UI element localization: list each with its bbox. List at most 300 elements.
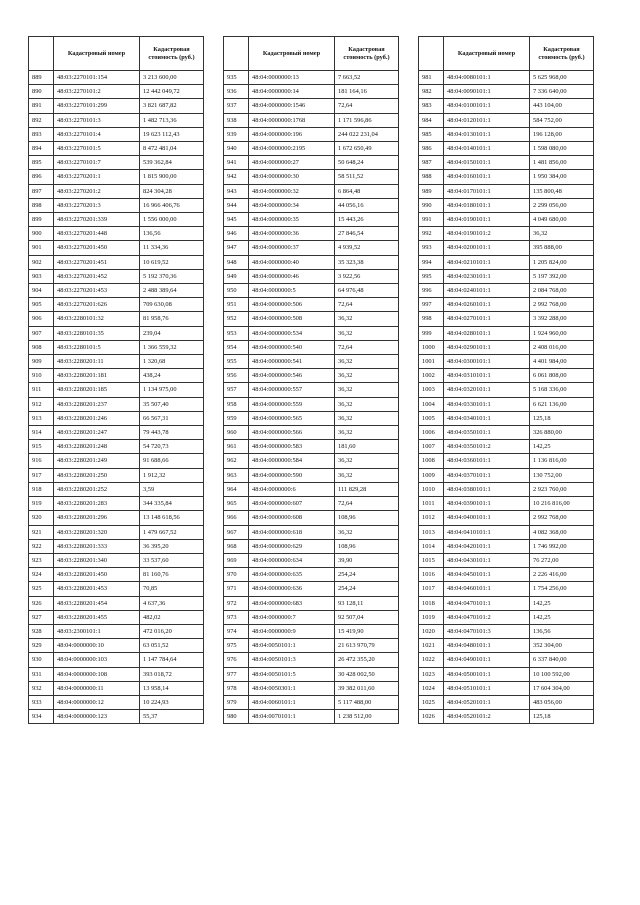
cadastral-value: 4 939,52 (335, 241, 399, 255)
table-row (224, 156, 399, 170)
row-number: 974 (224, 624, 249, 638)
row-number: 1008 (419, 454, 444, 468)
row-number: 995 (419, 269, 444, 283)
cadastral-value: 1 598 080,00 (530, 142, 594, 156)
header-cadastral-number: Кадастровый номер (54, 37, 140, 71)
cadastral-value: 8 472 481,04 (140, 142, 204, 156)
table-row (224, 582, 399, 596)
cadastral-value: 72,64 (335, 99, 399, 113)
cadastral-value: 1 815 900,00 (140, 170, 204, 184)
cadastral-number: 48:04:0000000:12 (54, 695, 140, 709)
cadastral-number: 48:03:2280201:252 (54, 482, 140, 496)
cadastral-number: 48:04:0270101:1 (444, 312, 530, 326)
row-number: 956 (224, 369, 249, 383)
table-row (29, 539, 204, 553)
table-row (224, 695, 399, 709)
cadastral-value: 1 147 784,64 (140, 653, 204, 667)
table-row (224, 667, 399, 681)
cadastral-value: 1 912,32 (140, 468, 204, 482)
row-number: 906 (29, 312, 54, 326)
cadastral-number: 48:04:0240101:1 (444, 284, 530, 298)
table-row (419, 397, 594, 411)
table-row (224, 553, 399, 567)
cadastral-number: 48:03:2280201:181 (54, 369, 140, 383)
table-row (419, 681, 594, 695)
cadastral-number: 48:04:0000000:32 (249, 184, 335, 198)
row-number: 941 (224, 156, 249, 170)
table-row (419, 653, 594, 667)
row-number: 948 (224, 255, 249, 269)
row-number: 1003 (419, 383, 444, 397)
table-row (29, 440, 204, 454)
cadastral-value: 4 401 984,00 (530, 355, 594, 369)
cadastral-value: 72,64 (335, 340, 399, 354)
cadastral-number: 48:04:0000000:534 (249, 326, 335, 340)
cadastral-value: 472 016,20 (140, 624, 204, 638)
table-row (29, 568, 204, 582)
table-row (224, 255, 399, 269)
cadastral-number: 48:03:2280201:249 (54, 454, 140, 468)
cadastral-value: 254,24 (335, 582, 399, 596)
cadastral-value: 3 922,56 (335, 269, 399, 283)
cadastral-value: 142,25 (530, 596, 594, 610)
cadastral-value: 7 336 640,00 (530, 85, 594, 99)
cadastral-number: 48:03:2280201:250 (54, 468, 140, 482)
row-number: 900 (29, 227, 54, 241)
cadastral-number: 48:04:0000000:2195 (249, 142, 335, 156)
row-number: 985 (419, 127, 444, 141)
row-number: 1022 (419, 653, 444, 667)
cadastral-number: 48:04:0000000:108 (54, 667, 140, 681)
cadastral-value: 10 224,93 (140, 695, 204, 709)
cadastral-value: 5 625 968,00 (530, 71, 594, 85)
table-row (29, 99, 204, 113)
cadastral-number: 48:04:0430101:1 (444, 553, 530, 567)
row-number: 1007 (419, 440, 444, 454)
cadastral-value: 27 846,54 (335, 227, 399, 241)
cadastral-number: 48:03:2280201:11 (54, 355, 140, 369)
cadastral-value: 50 648,24 (335, 156, 399, 170)
cadastral-value: 81 958,76 (140, 312, 204, 326)
row-number: 1010 (419, 482, 444, 496)
cadastral-number: 48:04:0410101:1 (444, 525, 530, 539)
row-number: 967 (224, 525, 249, 539)
cadastral-number: 48:04:0370101:1 (444, 468, 530, 482)
row-number: 1002 (419, 369, 444, 383)
cadastral-value: 196 128,00 (530, 127, 594, 141)
cadastral-number: 48:04:0000000:590 (249, 468, 335, 482)
cadastral-number: 48:04:0000000:13 (249, 71, 335, 85)
cadastral-value: 35 507,40 (140, 397, 204, 411)
cadastral-number: 48:04:0000000:584 (249, 454, 335, 468)
cadastral-number: 48:03:2270201:2 (54, 184, 140, 198)
row-number: 1017 (419, 582, 444, 596)
row-number: 897 (29, 184, 54, 198)
row-number: 905 (29, 298, 54, 312)
cadastral-value: 2 226 416,00 (530, 568, 594, 582)
row-number: 927 (29, 610, 54, 624)
row-number: 992 (419, 227, 444, 241)
table-row (224, 610, 399, 624)
row-number: 946 (224, 227, 249, 241)
cadastral-value: 81 160,76 (140, 568, 204, 582)
cadastral-value: 36,32 (335, 397, 399, 411)
cadastral-number: 48:04:0000000:14 (249, 85, 335, 99)
cadastral-value: 3,59 (140, 482, 204, 496)
cadastral-number: 48:03:2270201:452 (54, 269, 140, 283)
table-row (29, 71, 204, 85)
row-number: 933 (29, 695, 54, 709)
cadastral-number: 48:04:0520101:2 (444, 710, 530, 724)
cadastral-number: 48:04:0000000:196 (249, 127, 335, 141)
cadastral-value: 1 672 650,49 (335, 142, 399, 156)
table-row (29, 497, 204, 511)
cadastral-value: 2 408 016,00 (530, 340, 594, 354)
cadastral-number: 48:04:0000000:30 (249, 170, 335, 184)
table-row (29, 369, 204, 383)
cadastral-value: 2 084 768,00 (530, 284, 594, 298)
table-row (419, 127, 594, 141)
cadastral-value: 5 168 336,00 (530, 383, 594, 397)
row-number: 975 (224, 639, 249, 653)
cadastral-value: 16 966 406,76 (140, 198, 204, 212)
row-number: 890 (29, 85, 54, 99)
cadastral-number: 48:03:2280201:450 (54, 568, 140, 582)
cadastral-value: 1 924 960,00 (530, 326, 594, 340)
cadastral-number: 48:04:0290101:1 (444, 340, 530, 354)
row-number: 963 (224, 468, 249, 482)
table-row (29, 482, 204, 496)
row-number: 954 (224, 340, 249, 354)
table-row (224, 596, 399, 610)
row-number: 932 (29, 681, 54, 695)
cadastral-value: 54 720,73 (140, 440, 204, 454)
row-number: 893 (29, 127, 54, 141)
cadastral-number: 48:03:2270201:453 (54, 284, 140, 298)
row-number: 936 (224, 85, 249, 99)
cadastral-value: 125,18 (530, 411, 594, 425)
cadastral-number: 48:03:2280201:333 (54, 539, 140, 553)
cadastral-value: 36,32 (335, 411, 399, 425)
table-row (29, 184, 204, 198)
row-number: 926 (29, 596, 54, 610)
table-row (419, 383, 594, 397)
table-row (224, 369, 399, 383)
cadastral-number: 48:04:0390101:1 (444, 497, 530, 511)
row-number: 953 (224, 326, 249, 340)
cadastral-number: 48:04:0480101:1 (444, 639, 530, 653)
cadastral-number: 48:04:0090101:1 (444, 85, 530, 99)
table-row (419, 710, 594, 724)
cadastral-table-3 (418, 36, 594, 724)
row-number: 998 (419, 312, 444, 326)
table-row (419, 482, 594, 496)
cadastral-number: 48:04:0000000:608 (249, 511, 335, 525)
row-number: 947 (224, 241, 249, 255)
cadastral-number: 48:04:0470101:2 (444, 610, 530, 624)
row-number: 909 (29, 355, 54, 369)
cadastral-number: 48:04:0000000:37 (249, 241, 335, 255)
cadastral-number: 48:04:0000000:546 (249, 369, 335, 383)
cadastral-value: 136,56 (530, 624, 594, 638)
table-row (224, 227, 399, 241)
row-number: 969 (224, 553, 249, 567)
cadastral-number: 48:04:0280101:1 (444, 326, 530, 340)
header-cadastral-value: Кадастровая стоимость (руб.) (530, 37, 594, 71)
row-number: 1018 (419, 596, 444, 610)
row-number: 980 (224, 710, 249, 724)
cadastral-value: 36,32 (530, 227, 594, 241)
row-number: 922 (29, 539, 54, 553)
row-number: 912 (29, 397, 54, 411)
cadastral-value: 35 323,38 (335, 255, 399, 269)
row-number: 999 (419, 326, 444, 340)
cadastral-number: 48:04:0470101:1 (444, 596, 530, 610)
header-number (224, 37, 249, 71)
row-number: 913 (29, 411, 54, 425)
row-number: 959 (224, 411, 249, 425)
cadastral-value: 5 117 488,00 (335, 695, 399, 709)
row-number: 889 (29, 71, 54, 85)
row-number: 960 (224, 426, 249, 440)
table-row (419, 582, 594, 596)
table-row (29, 411, 204, 425)
cadastral-value: 108,96 (335, 511, 399, 525)
row-number: 924 (29, 568, 54, 582)
row-number: 920 (29, 511, 54, 525)
cadastral-number: 48:04:0000000:46 (249, 269, 335, 283)
row-number: 982 (419, 85, 444, 99)
table-row (224, 397, 399, 411)
cadastral-number: 48:04:0000000:634 (249, 553, 335, 567)
cadastral-number: 48:04:0000000:506 (249, 298, 335, 312)
cadastral-value: 7 663,52 (335, 71, 399, 85)
cadastral-number: 48:04:0320101:1 (444, 383, 530, 397)
table-row (224, 213, 399, 227)
cadastral-number: 48:04:0000000:565 (249, 411, 335, 425)
cadastral-number: 48:03:2270101:299 (54, 99, 140, 113)
table-row (224, 511, 399, 525)
row-number: 950 (224, 284, 249, 298)
table-row (224, 539, 399, 553)
table-row (29, 142, 204, 156)
row-number: 937 (224, 99, 249, 113)
table-row (29, 113, 204, 127)
row-number: 1006 (419, 426, 444, 440)
cadastral-value: 181,60 (335, 440, 399, 454)
row-number: 894 (29, 142, 54, 156)
table-row (419, 85, 594, 99)
cadastral-value: 254,24 (335, 568, 399, 582)
row-number: 908 (29, 340, 54, 354)
cadastral-value: 66 567,31 (140, 411, 204, 425)
cadastral-number: 48:04:0490101:1 (444, 653, 530, 667)
cadastral-value: 44 056,16 (335, 198, 399, 212)
row-number: 957 (224, 383, 249, 397)
cadastral-value: 136,56 (140, 227, 204, 241)
table-row (29, 127, 204, 141)
table-row (419, 369, 594, 383)
cadastral-number: 48:04:0000000:34 (249, 198, 335, 212)
cadastral-value: 10 619,52 (140, 255, 204, 269)
table-row (419, 511, 594, 525)
cadastral-number: 48:04:0000000:1546 (249, 99, 335, 113)
cadastral-number: 48:04:0130101:1 (444, 127, 530, 141)
table-row (419, 227, 594, 241)
row-number: 1021 (419, 639, 444, 653)
table-row (419, 454, 594, 468)
row-number: 1024 (419, 681, 444, 695)
cadastral-value: 108,96 (335, 539, 399, 553)
table-row (29, 241, 204, 255)
cadastral-number: 48:03:2270201:339 (54, 213, 140, 227)
cadastral-number: 48:04:0000000:559 (249, 397, 335, 411)
row-number: 1000 (419, 340, 444, 354)
table-row (419, 639, 594, 653)
table-row (419, 610, 594, 624)
row-number: 891 (29, 99, 54, 113)
cadastral-number: 48:04:0450101:1 (444, 568, 530, 582)
table-row (29, 468, 204, 482)
cadastral-number: 48:04:0000000:618 (249, 525, 335, 539)
cadastral-value: 6 061 808,00 (530, 369, 594, 383)
cadastral-value: 1 320,68 (140, 355, 204, 369)
cadastral-value: 5 192 370,36 (140, 269, 204, 283)
cadastral-value: 76 272,00 (530, 553, 594, 567)
cadastral-number: 48:03:2270101:3 (54, 113, 140, 127)
row-number: 952 (224, 312, 249, 326)
table-row (29, 340, 204, 354)
cadastral-value: 2 992 768,00 (530, 298, 594, 312)
cadastral-value: 6 621 136,00 (530, 397, 594, 411)
row-number: 943 (224, 184, 249, 198)
row-number: 972 (224, 596, 249, 610)
cadastral-number: 48:04:0140101:1 (444, 142, 530, 156)
table-row (419, 539, 594, 553)
cadastral-value: 36,32 (335, 525, 399, 539)
table-row (224, 170, 399, 184)
table-row (29, 397, 204, 411)
table-row (29, 681, 204, 695)
table-row (419, 695, 594, 709)
cadastral-value: 1 556 000,00 (140, 213, 204, 227)
row-number: 978 (224, 681, 249, 695)
cadastral-number: 48:04:0050101:5 (249, 667, 335, 681)
cadastral-number: 48:04:0000000:607 (249, 497, 335, 511)
header-cadastral-number: Кадастровый номер (444, 37, 530, 71)
cadastral-number: 48:04:0180101:1 (444, 198, 530, 212)
cadastral-number: 48:04:0000000:10 (54, 639, 140, 653)
cadastral-number: 48:04:0000000:36 (249, 227, 335, 241)
table-row (224, 468, 399, 482)
row-number: 938 (224, 113, 249, 127)
table-row (29, 298, 204, 312)
table-row (224, 426, 399, 440)
table-row (29, 695, 204, 709)
table-row (29, 355, 204, 369)
table-row (224, 681, 399, 695)
cadastral-number: 48:04:0000000:9 (249, 624, 335, 638)
cadastral-number: 48:04:0000000:11 (54, 681, 140, 695)
table-row (224, 142, 399, 156)
table-row (29, 312, 204, 326)
row-number: 934 (29, 710, 54, 724)
cadastral-value: 1 482 713,36 (140, 113, 204, 127)
cadastral-number: 48:04:0350101:1 (444, 426, 530, 440)
cadastral-value: 36,32 (335, 312, 399, 326)
row-number: 1001 (419, 355, 444, 369)
row-number: 899 (29, 213, 54, 227)
table-row (224, 383, 399, 397)
cadastral-number: 48:04:0000000:7 (249, 610, 335, 624)
row-number: 990 (419, 198, 444, 212)
table-row (224, 284, 399, 298)
row-number: 930 (29, 653, 54, 667)
row-number: 981 (419, 71, 444, 85)
table-row (29, 198, 204, 212)
header-number (419, 37, 444, 71)
header-row (29, 37, 204, 71)
row-number: 945 (224, 213, 249, 227)
row-number: 961 (224, 440, 249, 454)
table-row (419, 71, 594, 85)
row-number: 997 (419, 298, 444, 312)
cadastral-number: 48:04:0310101:1 (444, 369, 530, 383)
cadastral-number: 48:04:0000000:566 (249, 426, 335, 440)
cadastral-value: 142,25 (530, 440, 594, 454)
row-number: 983 (419, 99, 444, 113)
cadastral-value: 130 752,00 (530, 468, 594, 482)
cadastral-value: 142,25 (530, 610, 594, 624)
row-number: 939 (224, 127, 249, 141)
cadastral-value: 1 205 824,00 (530, 255, 594, 269)
cadastral-number: 48:03:2270101:5 (54, 142, 140, 156)
cadastral-number: 48:04:0210101:1 (444, 255, 530, 269)
row-number: 940 (224, 142, 249, 156)
cadastral-number: 48:03:2270201:3 (54, 198, 140, 212)
row-number: 895 (29, 156, 54, 170)
cadastral-value: 70,85 (140, 582, 204, 596)
cadastral-number: 48:04:0050101:1 (249, 639, 335, 653)
cadastral-number: 48:03:2280101:5 (54, 340, 140, 354)
cadastral-number: 48:04:0470101:3 (444, 624, 530, 638)
cadastral-value: 4 082 368,00 (530, 525, 594, 539)
table-row (419, 198, 594, 212)
cadastral-number: 48:04:0000000:1768 (249, 113, 335, 127)
row-number: 942 (224, 170, 249, 184)
row-number: 962 (224, 454, 249, 468)
table-row (419, 213, 594, 227)
cadastral-number: 48:04:0000000:583 (249, 440, 335, 454)
header-cadastral-value: Кадастровая стоимость (руб.) (335, 37, 399, 71)
row-number: 1016 (419, 568, 444, 582)
cadastral-number: 48:04:0340101:1 (444, 411, 530, 425)
table-row (224, 269, 399, 283)
table-row (224, 340, 399, 354)
cadastral-number: 48:04:0510101:1 (444, 681, 530, 695)
cadastral-value: 36,32 (335, 326, 399, 340)
cadastral-number: 48:03:2270201:1 (54, 170, 140, 184)
row-number: 968 (224, 539, 249, 553)
table-row (224, 355, 399, 369)
table-row (419, 624, 594, 638)
cadastral-value: 72,64 (335, 298, 399, 312)
cadastral-number: 48:04:0190101:2 (444, 227, 530, 241)
row-number: 931 (29, 667, 54, 681)
table-row (29, 553, 204, 567)
cadastral-value: 15 419,90 (335, 624, 399, 638)
table-row (419, 355, 594, 369)
